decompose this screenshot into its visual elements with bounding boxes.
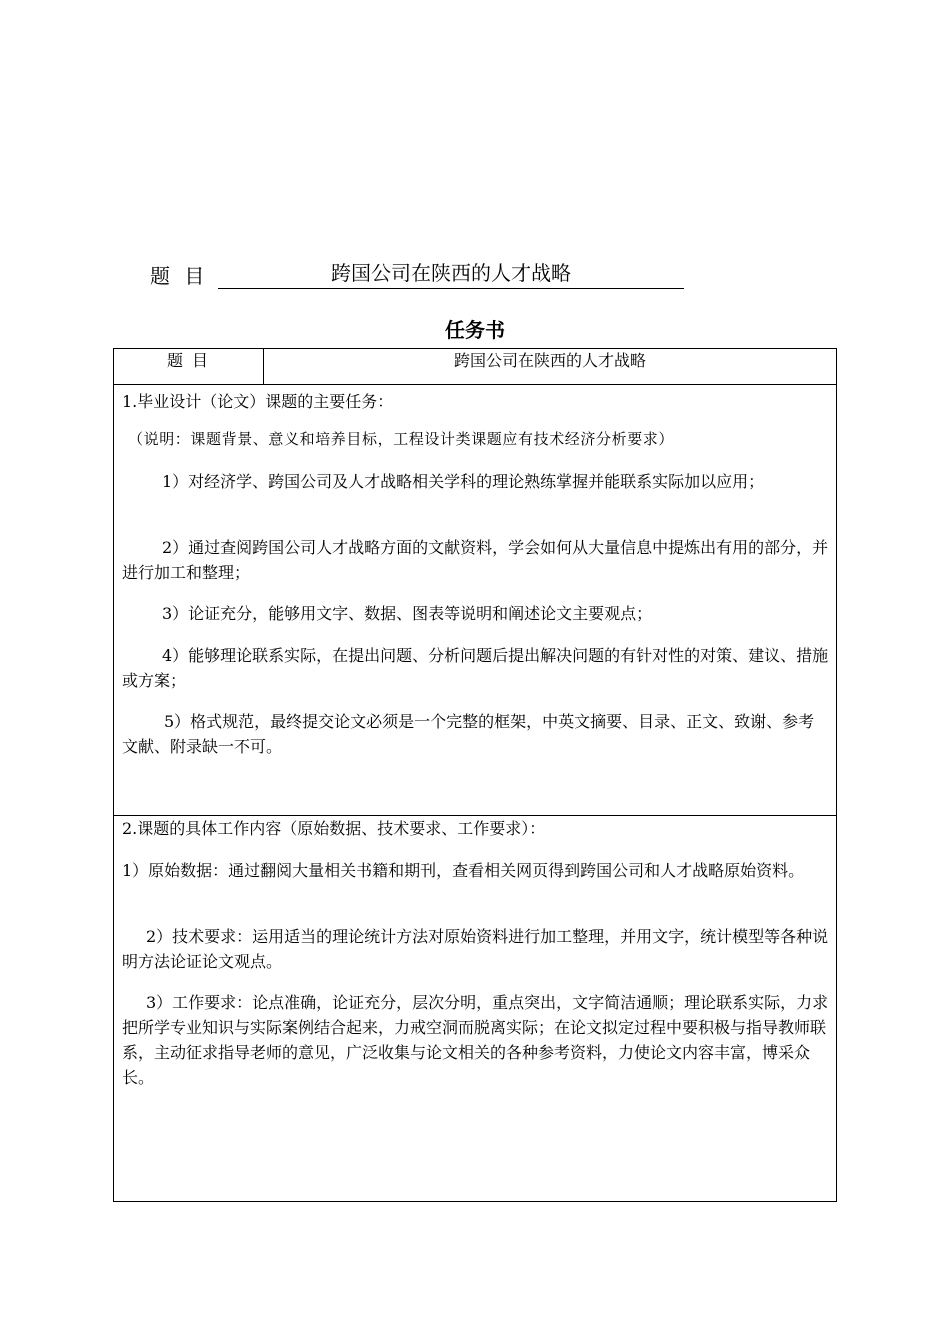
section1-item-4: 4）能够理论联系实际，在提出问题、分析问题后提出解决问题的有针对性的对策、建议、措施或方案； xyxy=(122,646,829,690)
cover-title-label: 题 目 xyxy=(150,264,209,288)
section2-item-3: 3）工作要求：论点准确，论证充分，层次分明，重点突出，文字简洁通顺；理论联系实际，力求把所学专业知识与实际案例结合起来，力戒空洞而脱离实际；在论文拟定过程中要积极与指导教师联系，主动征求指导老师的意见，广泛收集与论文相关的各种参考资料，力使论文内容丰富，博采众长。 xyxy=(122,993,829,1087)
topic-row-value: 跨国公司在陕西的人才战略 xyxy=(453,351,646,370)
section-work-content xyxy=(114,816,836,1201)
task-heading: 任务书 xyxy=(445,318,505,342)
section1-item-1: 1）对经济学、跨国公司及人才战略相关学科的理论熟练掌握并能联系实际加以应用； xyxy=(162,472,765,491)
section1-item-5: 5）格式规范，最终提交论文必须是一个完整的框架，中英文摘要、目录、正文、致谢、参考文献、附录缺一不可。 xyxy=(122,712,815,756)
section1-item-3: 3）论证充分，能够用文字、数据、图表等说明和阐述论文主要观点； xyxy=(162,604,653,623)
section1-item-2: 2）通过查阅跨国公司人才战略方面的文献资料，学会如何从大量信息中提炼出有用的部分，并进行加工和整理； xyxy=(122,538,829,582)
section2-item-1: 1）原始数据：通过翻阅大量相关书籍和期刊，查看相关网页得到跨国公司和人才战略原始资料。 xyxy=(122,861,805,880)
section-main-tasks xyxy=(114,385,836,816)
section1-note: （说明：课题背景、意义和培养目标，工程设计类课题应有技术经济分析要求） xyxy=(128,430,675,448)
cover-title-line xyxy=(150,258,690,292)
task-table xyxy=(113,348,837,1202)
section2-item-2: 2）技术要求：运用适当的理论统计方法对原始资料进行加工整理，并用文字，统计模型等各种说明方法论证论文观点。 xyxy=(122,927,829,971)
topic-row-label: 题 目 xyxy=(114,349,264,384)
topic-row xyxy=(114,349,836,385)
cover-title-value: 跨国公司在陕西的人才战略 xyxy=(218,258,684,289)
section1-title: 1.毕业设计（论文）课题的主要任务： xyxy=(122,392,394,411)
section2-title: 2.课题的具体工作内容（原始数据、技术要求、工作要求）： xyxy=(122,819,546,838)
